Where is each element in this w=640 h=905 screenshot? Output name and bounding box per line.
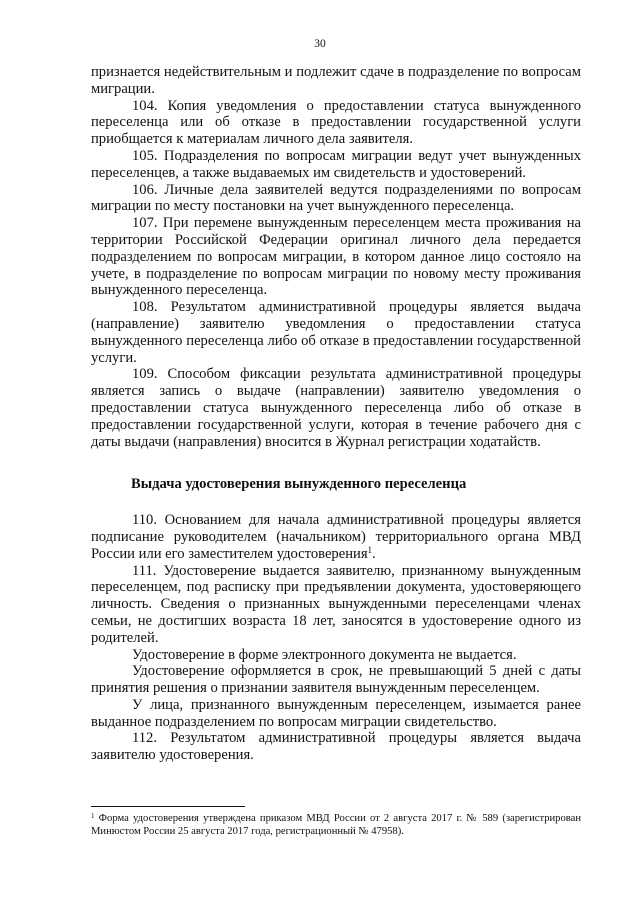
paragraph-110 [91, 512, 581, 562]
paragraph: 108. Результатом административной процедуры является выдача (направление) заявителю уведомления о предоставлении статуса вынужденного переселенца либо об отказе в предоставлении государственной услуги. [91, 299, 581, 366]
paragraph: признается недействительным и подлежит сдаче в подразделение по вопросам миграции. [91, 64, 581, 97]
footnote-reference[interactable]: 1 [367, 544, 373, 555]
paragraph: 105. Подразделения по вопросам миграции ведут учет вынужденных переселенцев, а также выдаваемых им свидетельств и удостоверений. [91, 147, 581, 181]
paragraphs-before-heading [91, 64, 581, 450]
footnote [91, 812, 581, 838]
paragraph: У лица, признанного вынужденным переселенцем, изымается ранее выданное подразделением по вопросам миграции свидетельство. [91, 696, 581, 730]
paragraph: Удостоверение оформляется в срок, не превышающий 5 дней с даты принятия решения о признании заявителя вынужденным переселенцем. [91, 663, 581, 697]
footnote-divider [91, 806, 245, 807]
footnote-mark: 1 [91, 812, 95, 820]
document-body [91, 64, 581, 764]
page-number: 30 [314, 38, 326, 50]
paragraph-110-text: 110. Основанием для начала административной процедуры является подписание руководителем (начальником) территориального органа МВД России или его заместителем удостоверения [91, 512, 581, 562]
paragraph: 107. При перемене вынужденным переселенцем места проживания на территории Российской Федерации оригинал личного дела передается подразделением по вопросам миграции, в котором данное лицо состояло на учете, в подразделение по вопросам миграции по новому месту проживания вынужденного переселенца. [91, 215, 581, 299]
paragraph-110-tail: . [372, 545, 376, 562]
footnote-text: Форма удостоверения утверждена приказом МВД России от 2 августа 2017 г. № 589 (зарегистрирован Минюстом России 25 августа 2017 года, регистрационный № 47958). [91, 813, 581, 837]
paragraph: 111. Удостоверение выдается заявителю, признанному вынужденным переселенцем, под расписку при предъявлении документа, удостоверяющего личность. Сведения о признанных вынужденными переселенцами членах семьи, не достигших возраста 18 лет, заносятся в удостоверение одного из родителей. [91, 562, 581, 646]
paragraph: 109. Способом фиксации результата административной процедуры является запись о выдаче (направлении) заявителю уведомления о предоставлении статуса вынужденного переселенца либо об отказе в предоставлении государственной услуги, которая в течение рабочего дня с даты выдачи (направления) вносится в Журнал регистрации ходатайств. [91, 366, 581, 450]
paragraphs-after-heading [91, 563, 581, 765]
section-heading: Выдача удостоверения вынужденного переселенца [131, 476, 467, 493]
paragraph: Удостоверение в форме электронного документа не выдается. [132, 646, 517, 663]
paragraph: 106. Личные дела заявителей ведутся подразделениями по вопросам миграции по месту постановки на учет вынужденного переселенца. [91, 181, 581, 215]
paragraph: 112. Результатом административной процедуры является выдача заявителю удостоверения. [91, 730, 581, 764]
paragraph: 104. Копия уведомления о предоставлении статуса вынужденного переселенца или об отказе в предоставлении государственной услуги приобщается к материалам личного дела заявителя. [91, 97, 581, 148]
